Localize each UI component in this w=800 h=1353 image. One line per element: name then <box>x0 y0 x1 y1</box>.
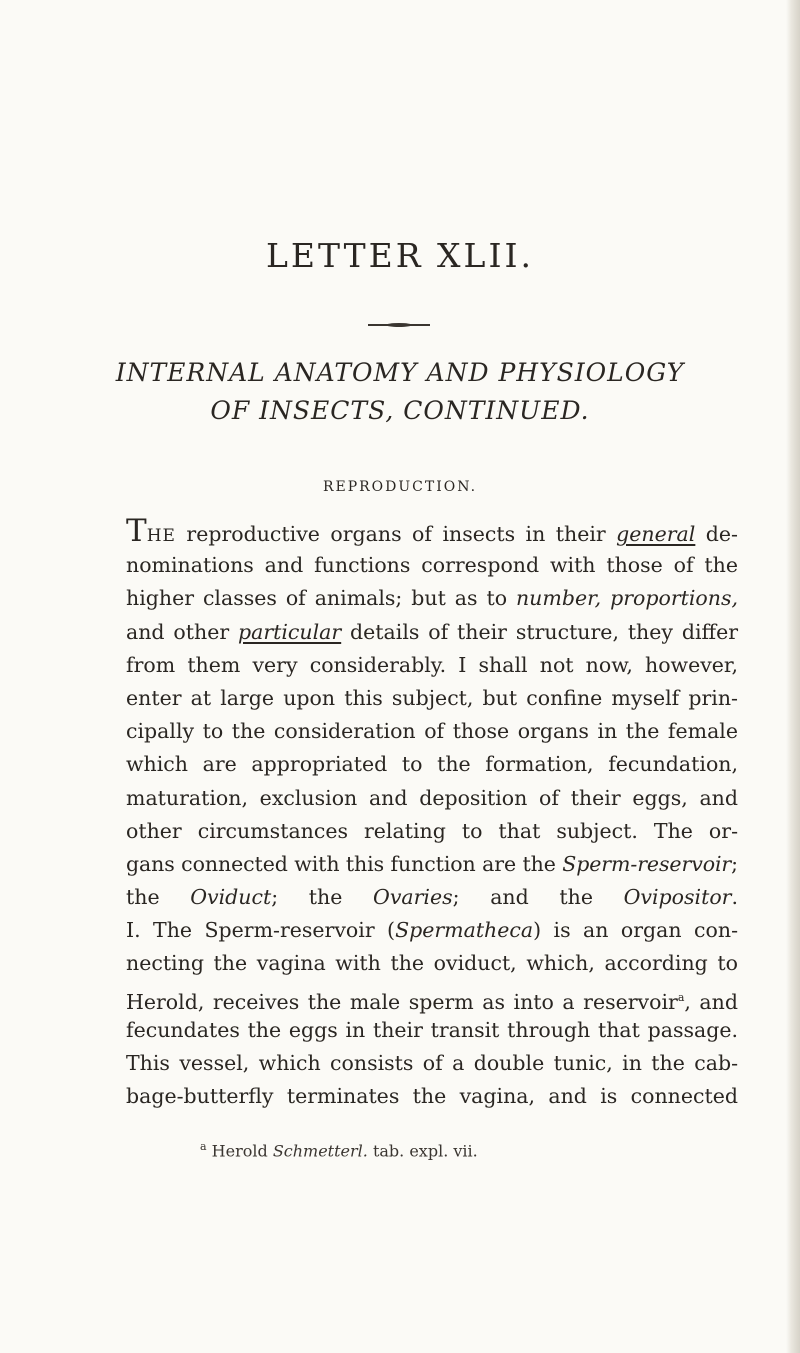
text-line <box>126 848 738 881</box>
text-line <box>126 616 738 649</box>
text-run: HE <box>146 526 176 546</box>
text-run: other circumstances relating to that subject. The or- <box>126 818 738 843</box>
text-line <box>126 1047 738 1080</box>
text-line <box>126 682 738 715</box>
text-run: Oviduct <box>190 885 272 910</box>
section-heading: REPRODUCTION. <box>322 479 478 495</box>
text-run: de- <box>695 522 738 546</box>
text-line <box>126 549 738 582</box>
footnote-rest: tab. expl. vii. <box>372 1141 478 1161</box>
letter-heading: LETTER XLII. <box>265 236 535 275</box>
text-run: the <box>126 885 191 910</box>
text-line <box>126 649 738 682</box>
text-run: gans connected with this function are the <box>126 851 563 876</box>
text-line <box>126 1080 738 1113</box>
subtitle-line-2: OF INSECTS, CONTINUED. <box>210 396 590 425</box>
text-run: I. The Sperm-reservoir ( <box>126 918 396 943</box>
text-line <box>126 715 738 748</box>
text-line <box>126 914 738 947</box>
text-run: ; <box>731 851 738 876</box>
footnote-work: Schmetterl. <box>272 1141 368 1161</box>
text-line <box>126 748 738 781</box>
footnote-mark: a <box>200 1140 207 1153</box>
footnote <box>200 1140 478 1160</box>
text-run: details of their structure, they differ <box>341 619 739 644</box>
text-run: which are appropriated to the formation, fecundation, <box>126 752 738 777</box>
text-run: necting the vagina with the oviduct, which, according to <box>126 951 738 976</box>
text-run: Ovipositor <box>623 885 732 910</box>
text-run: bage-butterfly terminates the vagina, and is connected <box>126 1084 738 1109</box>
text-run: nominations and functions correspond with those of the <box>126 553 738 578</box>
text-run: number, proportions, <box>515 586 738 611</box>
text-run: This vessel, which consists of a double tunic, in the cab- <box>126 1051 738 1075</box>
text-run: Sperm-reservoir <box>562 851 732 876</box>
text-run: ) is an organ con- <box>533 918 738 943</box>
text-line <box>126 582 738 615</box>
text-line <box>126 513 738 549</box>
page-edge-shadow <box>786 0 800 1353</box>
text-run: enter at large upon this subject, but confine myself prin- <box>126 685 738 710</box>
body-text <box>126 513 739 1113</box>
text-run: reproductive organs of insects in their <box>175 522 617 546</box>
text-run: and other <box>126 619 238 644</box>
text-line <box>126 947 738 980</box>
footnote-author: Herold <box>211 1141 268 1161</box>
text-line <box>126 815 738 848</box>
text-line <box>126 782 738 815</box>
text-run: , and <box>684 989 738 1014</box>
text-run: . <box>731 885 739 910</box>
drop-capital: T <box>126 513 147 549</box>
text-run: Herold, receives the male sperm as into a reservoir <box>126 989 678 1014</box>
text-run: particular <box>237 619 342 644</box>
text-run: cipally to the consideration of those organs in the female <box>126 719 738 744</box>
text-line <box>126 981 738 1014</box>
text-run: maturation, exclusion and deposition of their eggs, and <box>126 785 738 810</box>
text-line <box>126 881 738 914</box>
text-run: fecundates the eggs in their transit through that passage. <box>126 1017 738 1042</box>
text-run: Spermatheca <box>395 918 534 943</box>
ornamental-rule <box>368 324 430 326</box>
subtitle-line-1: INTERNAL ANATOMY AND PHYSIOLOGY <box>115 358 685 387</box>
text-run: ; the <box>271 885 374 910</box>
text-line <box>126 1014 738 1047</box>
text-run: higher classes of animals; but as to <box>126 586 516 611</box>
text-run: general <box>616 522 696 546</box>
text-run: ; and the <box>452 885 624 910</box>
text-run: from them very considerably. I shall not now, however, <box>126 652 738 677</box>
text-run: Ovaries <box>373 885 453 910</box>
footnote-reference: a <box>677 990 685 1004</box>
